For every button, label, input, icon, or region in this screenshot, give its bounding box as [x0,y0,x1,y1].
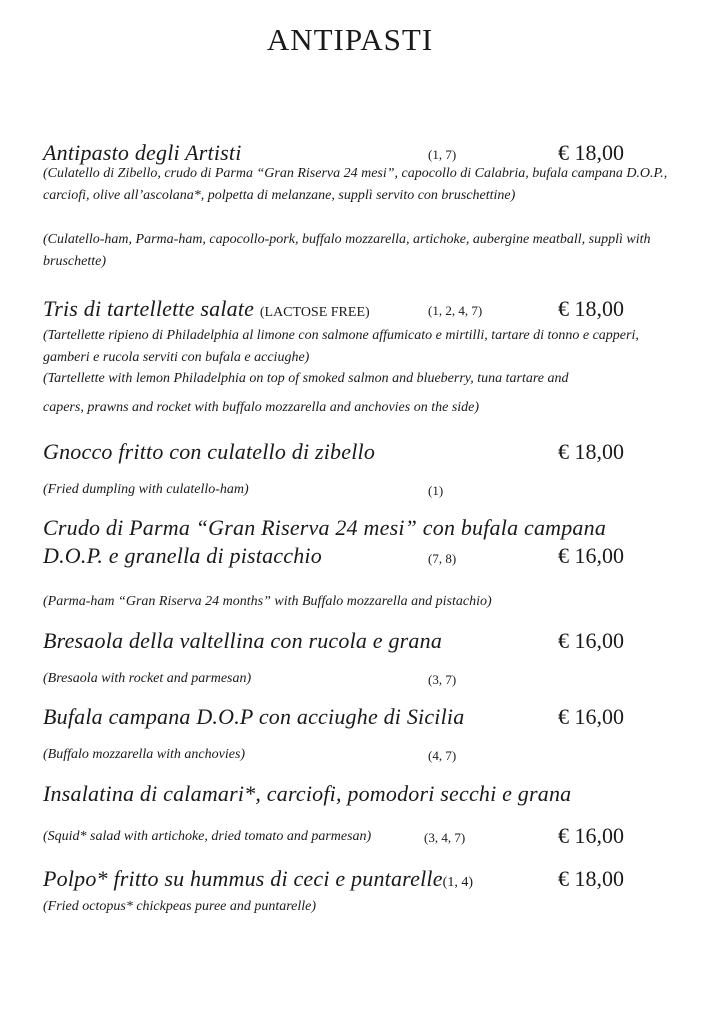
item-name [43,866,473,892]
item-name: Crudo di Parma “Gran Riserva 24 mesi” con bufala campana [43,515,607,540]
item-name: D.O.P. e granella di pistacchio [43,543,322,568]
item-name [43,296,370,322]
item-name-text: Polpo* fritto su hummus di ceci e puntarelle [43,866,443,891]
item-description-en: (Fried dumpling with culatello-ham) [43,482,249,497]
item-price: € 18,00 [558,296,624,321]
item-allergens: (1, 4) [442,875,473,890]
item-price: € 18,00 [558,439,624,464]
item-allergens: (3, 4, 7) [424,830,466,845]
item-name: Antipasto degli Artisti [43,140,242,165]
item-price: € 16,00 [558,704,624,729]
item-price: € 16,00 [558,628,624,653]
item-description-en: (Culatello-ham, Parma-ham, capocollo-pork, buffalo mozzarella, artichoke, aubergine meatball, supplì with bruschette) [43,232,651,269]
item-allergens: (4, 7) [428,748,457,763]
item-name: Gnocco fritto con culatello di zibello [43,439,376,464]
item-description-en: (Parma-ham “Gran Riserva 24 months” with Buffalo mozzarella and pistachio) [43,594,492,609]
item-allergens: (7, 8) [428,551,457,566]
item-description-en: (Tartellette with lemon Philadelphia on top of smoked salmon and blueberry, tuna tartare and [43,371,569,386]
item-description-en: (Buffalo mozzarella with anchovies) [43,747,246,762]
item-description-en: capers, prawns and rocket with buffalo mozzarella and anchovies on the side) [43,400,480,415]
item-price: € 16,00 [558,823,624,848]
item-price: € 16,00 [558,543,624,568]
item-description-en: (Bresaola with rocket and parmesan) [43,671,252,686]
item-allergens: (3, 7) [428,672,457,687]
item-price: € 18,00 [558,140,624,165]
item-description-en: (Fried octopus* chickpeas puree and puntarelle) [43,899,317,914]
item-description-it: (Culatello di Zibello, crudo di Parma “Gran Riserva 24 mesi”, capocollo di Calabria, bufala campana D.O.P., carciofi, olive all’ascolana*, polpetta di melanzane, supplì servito con bruschettine) [43,166,668,203]
item-name-text: Tris di tartellette salate [43,296,255,321]
item-name: Insalatina di calamari*, carciofi, pomodori secchi e grana [43,781,572,806]
page-title: ANTIPASTI [266,22,434,57]
item-description-it: (Tartellette ripieno di Philadelphia al limone con salmone affumicato e mirtilli, tartare di tonno e capperi, gamberi e rucola serviti con bufala e acciughe) [43,328,639,365]
item-allergens: (1, 7) [428,147,457,162]
item-description-en: (Squid* salad with artichoke, dried tomato and parmesan) [43,829,372,844]
item-price: € 18,00 [558,866,624,891]
item-name: Bufala campana D.O.P con acciughe di Sicilia [43,704,465,729]
item-allergens: (1) [428,483,444,498]
item-allergens: (1, 2, 4, 7) [428,303,483,318]
item-note: (LACTOSE FREE) [259,305,370,320]
item-name: Bresaola della valtellina con rucola e grana [43,628,443,653]
